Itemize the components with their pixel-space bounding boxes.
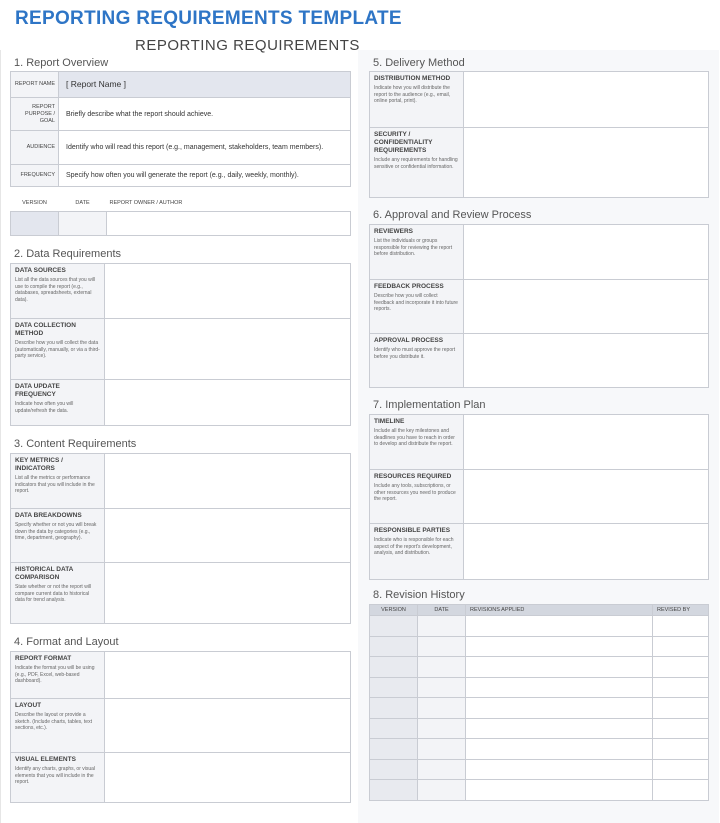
report-format-cell: REPORT FORMAT Indicate the format you will be using (e.g., PDF, Excel, web-based dashboard). <box>11 652 105 699</box>
revised-by-header: REVISED BY <box>653 605 709 616</box>
visual-elements-cell: VISUAL ELEMENTS Identify any charts, graphs, or visual elements that you will include in the report. <box>11 753 105 803</box>
revision-date-header: DATE <box>418 605 466 616</box>
data-collection-method-field[interactable] <box>105 319 351 380</box>
report-overview-table <box>10 71 351 187</box>
data-requirements-table <box>10 263 351 426</box>
revision-cell[interactable] <box>418 616 466 637</box>
revision-cell[interactable] <box>370 698 418 719</box>
revision-cell[interactable] <box>466 718 653 739</box>
data-sources-cell: DATA SOURCES List all the data sources that you will use to compile the report (e.g., databases, spreadsheets, external data). <box>11 264 105 319</box>
revision-cell[interactable] <box>466 636 653 657</box>
audience-label: AUDIENCE <box>11 131 59 165</box>
revision-row <box>370 677 709 698</box>
revision-cell[interactable] <box>466 616 653 637</box>
revision-cell[interactable] <box>653 759 709 780</box>
version-header: VERSION <box>22 200 47 206</box>
resources-required-field[interactable] <box>464 470 709 524</box>
reviewers-cell: REVIEWERS List the individuals or groups responsible for reviewing the report before distribution. <box>370 225 464 280</box>
section-heading-delivery-method: 5. Delivery Method <box>373 57 465 69</box>
feedback-process-field[interactable] <box>464 280 709 334</box>
revision-cell[interactable] <box>466 677 653 698</box>
security-confidentiality-field[interactable] <box>464 128 709 198</box>
data-breakdowns-cell: DATA BREAKDOWNS Specify whether or not you will break down the data by categories (e.g., time, department, geography). <box>11 509 105 563</box>
date-header: DATE <box>75 200 90 206</box>
revision-cell[interactable] <box>418 780 466 801</box>
revisions-applied-header: REVISIONS APPLIED <box>466 605 653 616</box>
revision-row <box>370 739 709 760</box>
revision-history-table <box>369 604 709 801</box>
revision-cell[interactable] <box>653 616 709 637</box>
section-heading-revision-history: 8. Revision History <box>373 589 465 601</box>
section-heading-implementation-plan: 7. Implementation Plan <box>373 399 486 411</box>
frequency-field[interactable]: Specify how often you will generate the report (e.g., daily, weekly, monthly). <box>59 165 351 187</box>
section-heading-data-requirements: 2. Data Requirements <box>14 248 121 260</box>
audience-field[interactable]: Identify who will read this report (e.g., management, stakeholders, team members). <box>59 131 351 165</box>
key-metrics-cell: KEY METRICS / INDICATORS List all the metrics or performance indicators that you will include in the report. <box>11 454 105 509</box>
format-layout-table <box>10 651 351 803</box>
revision-cell[interactable] <box>370 657 418 678</box>
revision-cell[interactable] <box>466 739 653 760</box>
revision-row <box>370 759 709 780</box>
revision-cell[interactable] <box>370 677 418 698</box>
revision-cell[interactable] <box>653 739 709 760</box>
timeline-field[interactable] <box>464 415 709 470</box>
section-heading-report-overview: 1. Report Overview <box>14 57 109 69</box>
data-collection-method-cell: DATA COLLECTION METHOD Describe how you will collect the data (automatically, manually, or via a third-party service). <box>11 319 105 380</box>
revision-cell[interactable] <box>370 780 418 801</box>
report-name-field[interactable]: [ Report Name ] <box>59 72 351 98</box>
implementation-plan-table <box>369 414 709 580</box>
revision-cell[interactable] <box>466 780 653 801</box>
approval-review-table <box>369 224 709 388</box>
revision-row <box>370 780 709 801</box>
version-field[interactable] <box>11 211 59 235</box>
data-update-frequency-field[interactable] <box>105 380 351 426</box>
content-requirements-table <box>10 453 351 624</box>
distribution-method-cell: DISTRIBUTION METHOD Indicate how you will distribute the report to the audience (e.g., email, online portal, print). <box>370 72 464 128</box>
report-name-label: REPORT NAME <box>11 72 59 98</box>
report-format-field[interactable] <box>105 652 351 699</box>
revision-cell[interactable] <box>653 698 709 719</box>
revision-cell[interactable] <box>653 677 709 698</box>
responsible-parties-field[interactable] <box>464 524 709 580</box>
section-heading-approval-review: 6. Approval and Review Process <box>373 209 532 221</box>
data-breakdowns-field[interactable] <box>105 509 351 563</box>
revision-row <box>370 698 709 719</box>
responsible-parties-cell: RESPONSIBLE PARTIES Indicate who is responsible for each aspect of the report's development, analysis, and distribution. <box>370 524 464 580</box>
revision-cell[interactable] <box>370 759 418 780</box>
historical-data-comparison-cell: HISTORICAL DATA COMPARISON State whether or not the report will compare current data to historical data for trend analysis. <box>11 563 105 624</box>
revision-cell[interactable] <box>466 657 653 678</box>
revision-cell[interactable] <box>370 739 418 760</box>
historical-data-comparison-field[interactable] <box>105 563 351 624</box>
revision-cell[interactable] <box>653 657 709 678</box>
key-metrics-field[interactable] <box>105 454 351 509</box>
revision-cell[interactable] <box>418 698 466 719</box>
layout-cell: LAYOUT Describe the layout or provide a sketch. (Include charts, tables, text sections, etc.). <box>11 699 105 753</box>
revision-row <box>370 657 709 678</box>
reviewers-field[interactable] <box>464 225 709 280</box>
revision-cell[interactable] <box>418 677 466 698</box>
revision-row <box>370 636 709 657</box>
revision-row <box>370 616 709 637</box>
date-field[interactable] <box>59 211 107 235</box>
owner-header: REPORT OWNER / AUTHOR <box>109 200 183 206</box>
report-purpose-label: REPORT PURPOSE / GOAL <box>11 98 59 131</box>
security-confidentiality-cell: SECURITY / CONFIDENTIALITY REQUIREMENTS Include any requirements for handling sensitive or confidential information. <box>370 128 464 198</box>
section-heading-content-requirements: 3. Content Requirements <box>14 438 137 450</box>
layout-field[interactable] <box>105 699 351 753</box>
revision-cell[interactable] <box>418 759 466 780</box>
revision-cell[interactable] <box>370 616 418 637</box>
revision-cell[interactable] <box>370 718 418 739</box>
distribution-method-field[interactable] <box>464 72 709 128</box>
data-update-frequency-cell: DATA UPDATE FREQUENCY Indicate how often you will update/refresh the data. <box>11 380 105 426</box>
approval-process-field[interactable] <box>464 334 709 388</box>
report-purpose-field[interactable]: Briefly describe what the report should achieve. <box>59 98 351 131</box>
revision-version-header: VERSION <box>370 605 418 616</box>
page-title: REPORTING REQUIREMENTS TEMPLATE <box>15 8 402 29</box>
revision-cell[interactable] <box>418 636 466 657</box>
data-sources-field[interactable] <box>105 264 351 319</box>
revision-cell[interactable] <box>653 718 709 739</box>
version-table <box>10 200 351 236</box>
frequency-label: FREQUENCY <box>11 165 59 187</box>
revision-cell[interactable] <box>653 636 709 657</box>
revision-cell[interactable] <box>418 739 466 760</box>
page-left-border <box>0 50 1 823</box>
revision-row <box>370 718 709 739</box>
revision-cell[interactable] <box>418 657 466 678</box>
delivery-method-table <box>369 71 709 198</box>
visual-elements-field[interactable] <box>105 753 351 803</box>
revision-cell[interactable] <box>466 698 653 719</box>
owner-field[interactable] <box>107 211 351 235</box>
revision-cell[interactable] <box>370 636 418 657</box>
resources-required-cell: RESOURCES REQUIRED Include any tools, subscriptions, or other resources you need to produce the report. <box>370 470 464 524</box>
approval-process-cell: APPROVAL PROCESS Identify who must approve the report before you distribute it. <box>370 334 464 388</box>
timeline-cell: TIMELINE Include all the key milestones and deadlines you have to reach in order to develop and distribute the report. <box>370 415 464 470</box>
section-heading-format-layout: 4. Format and Layout <box>14 636 119 648</box>
revision-cell[interactable] <box>466 759 653 780</box>
feedback-process-cell: FEEDBACK PROCESS Describe how you will collect feedback and incorporate it into future reports. <box>370 280 464 334</box>
page-subtitle: REPORTING REQUIREMENTS <box>135 37 360 54</box>
revision-cell[interactable] <box>418 718 466 739</box>
revision-cell[interactable] <box>653 780 709 801</box>
